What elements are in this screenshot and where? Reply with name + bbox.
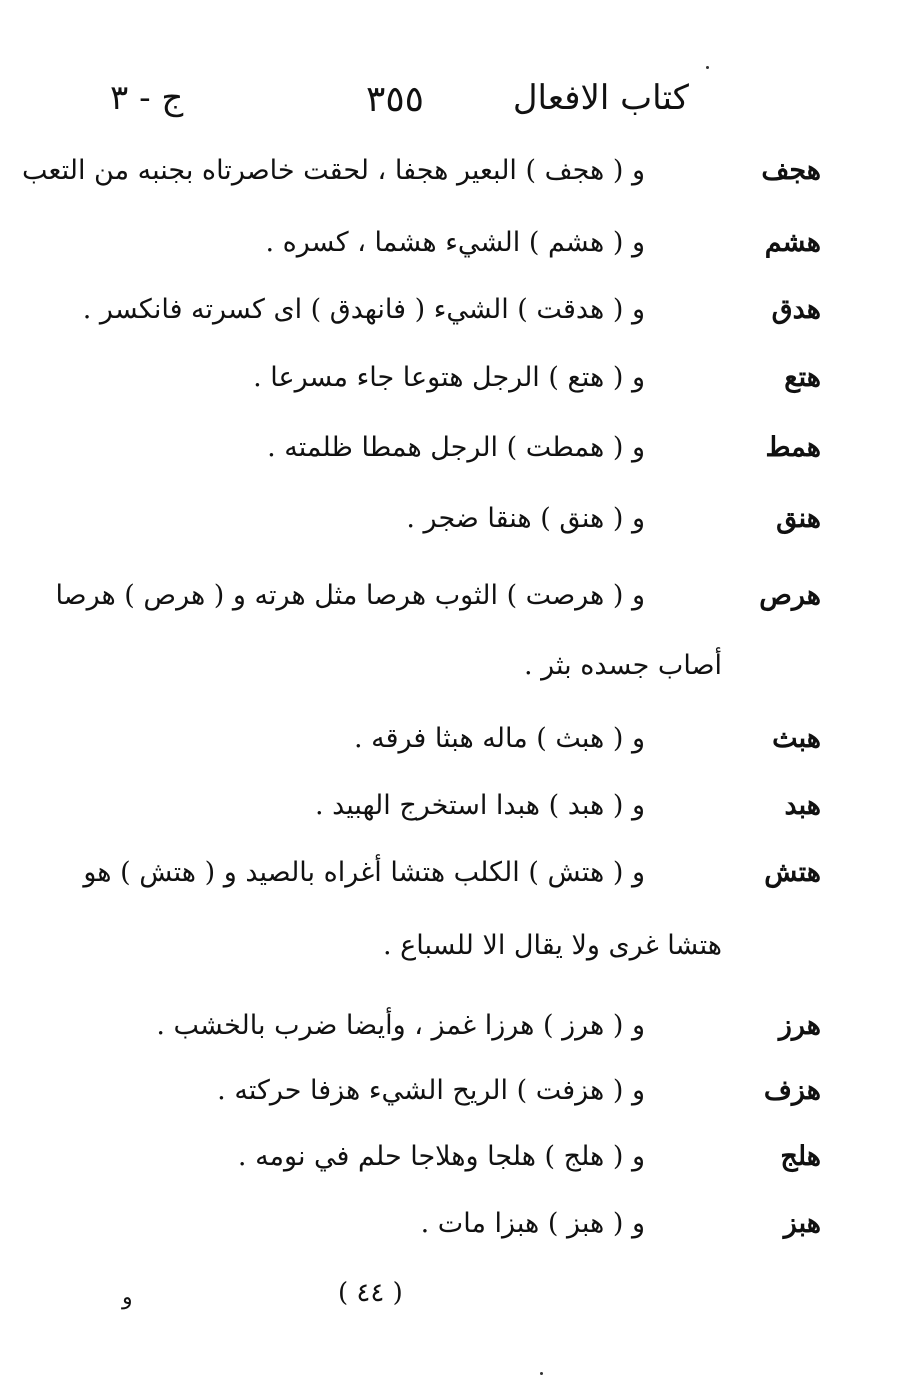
entry-root: هتش bbox=[764, 857, 821, 888]
entry-definition: و ( هدقت ) الشيء ( فانهدق ) اى كسرته فانكسر . bbox=[82, 294, 645, 325]
entry-definition: و ( هبز ) هبزا مات . bbox=[420, 1208, 645, 1239]
volume-label: ج - ٣ bbox=[110, 78, 184, 118]
entry-root: هنق bbox=[776, 503, 821, 534]
signature-mark: ( ٤٤ ) bbox=[338, 1278, 403, 1308]
entry-definition: و ( هتش ) الكلب هتشا أغراه بالصيد و ( هتش ) هو bbox=[83, 857, 645, 888]
entry-continuation: هتشا غرى ولا يقال الا للسباع . bbox=[382, 930, 722, 961]
entry-root: هلج bbox=[780, 1141, 821, 1172]
entry-definition: و ( هزفت ) الريح الشيء هزفا حركته . bbox=[217, 1075, 645, 1106]
entry-definition: و ( هرصت ) الثوب هرصا مثل هرته و ( هرص ) هرصا bbox=[55, 580, 645, 611]
entry-root: هشم bbox=[764, 227, 821, 258]
entry-definition: و ( هجف ) البعير هجفا ، لحقت خاصرتاه بجنبه من التعب bbox=[22, 155, 645, 186]
entry-definition: و ( هشم ) الشيء هشما ، كسره . bbox=[265, 227, 645, 258]
entry-definition: و ( هرز ) هرزا غمز ، وأيضا ضرب بالخشب . bbox=[156, 1010, 645, 1041]
entry-root: هجف bbox=[761, 155, 821, 186]
paper-speck bbox=[540, 1372, 543, 1375]
entry-root: هبز bbox=[783, 1208, 821, 1239]
entry-definition: و ( همطت ) الرجل همطا ظلمته . bbox=[267, 432, 645, 463]
entry-root: هبث bbox=[772, 723, 821, 754]
paper-speck bbox=[706, 66, 709, 69]
entry-definition: و ( هبد ) هبدا استخرج الهبيد . bbox=[314, 790, 645, 821]
entry-root: هتع bbox=[784, 362, 821, 393]
entry-root: هزف bbox=[763, 1075, 821, 1106]
entry-root: هدق bbox=[771, 294, 821, 325]
entry-continuation: أصاب جسده بثر . bbox=[523, 650, 722, 681]
running-title: كتاب الافعال bbox=[512, 78, 689, 118]
entry-root: هبد bbox=[784, 790, 821, 821]
entry-definition: و ( هنق ) هنقا ضجر . bbox=[406, 503, 645, 534]
entry-root: هرز bbox=[778, 1010, 821, 1041]
entry-root: هرص bbox=[759, 580, 821, 611]
entry-root: همط bbox=[765, 432, 821, 463]
entry-definition: و ( هلج ) هلجا وهلاجا حلم في نومه . bbox=[237, 1141, 645, 1172]
entry-definition: و ( هتع ) الرجل هتوعا جاء مسرعا . bbox=[253, 362, 645, 393]
page-number: ٣٥٥ bbox=[366, 79, 425, 120]
catchword: و bbox=[122, 1285, 133, 1310]
entry-definition: و ( هبث ) ماله هبثا فرقه . bbox=[353, 723, 645, 754]
